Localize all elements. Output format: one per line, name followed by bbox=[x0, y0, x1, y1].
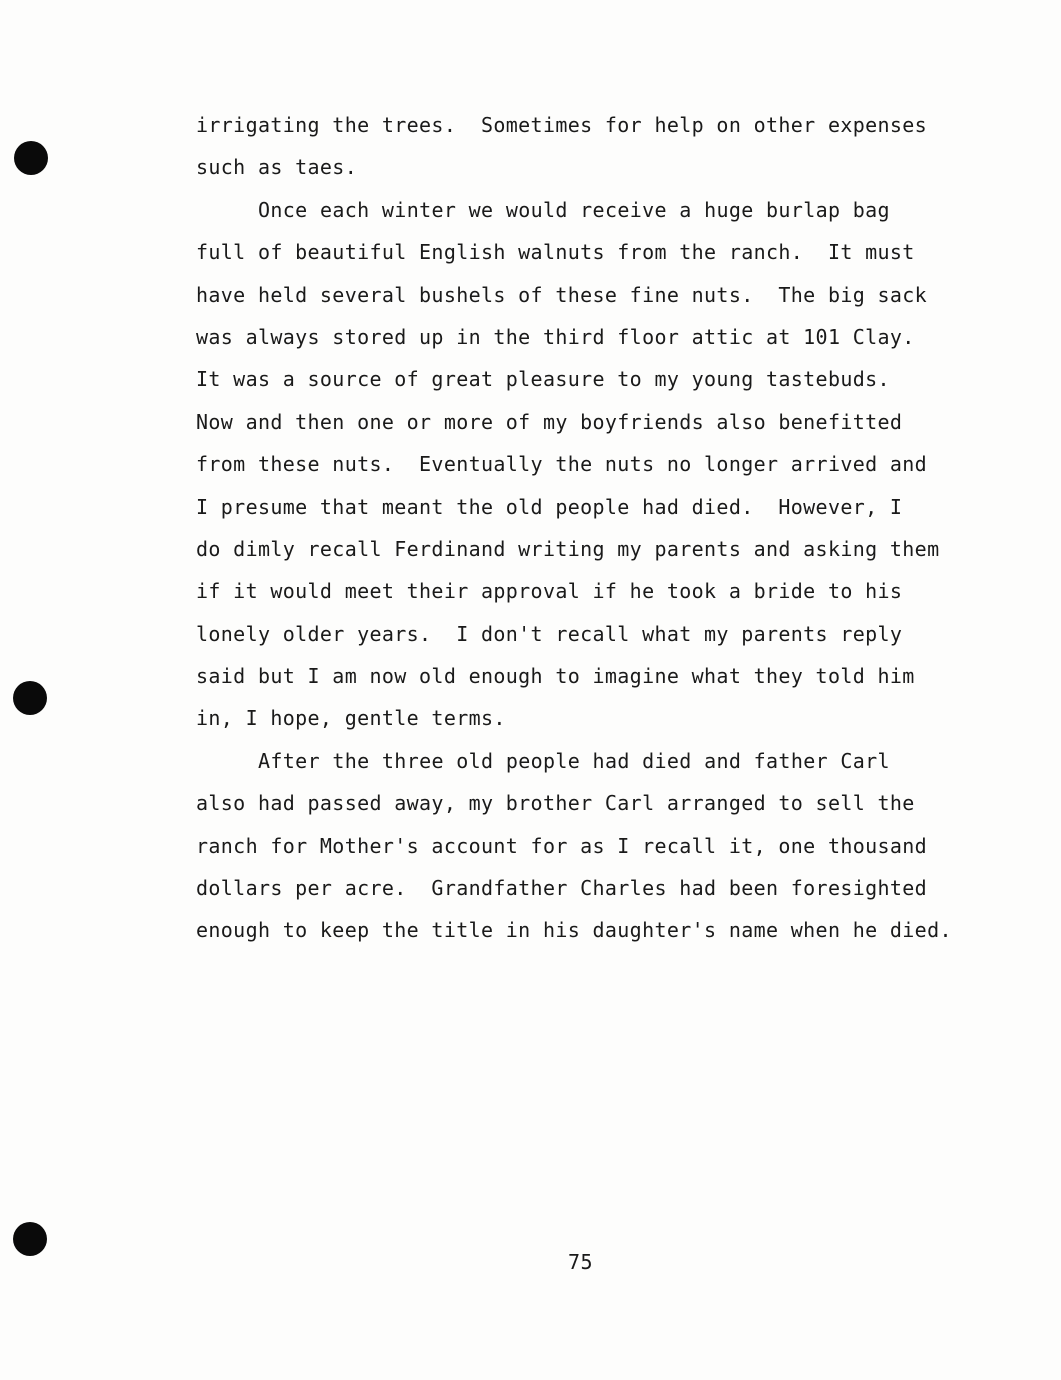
punch-hole-top bbox=[14, 141, 48, 175]
text-line: said but I am now old enough to imagine what they told him bbox=[196, 664, 915, 689]
text-line: lonely older years. I don't recall what my parents reply bbox=[196, 621, 903, 646]
text-line: enough to keep the title in his daughter's name when he died. bbox=[196, 918, 952, 943]
text-line: It was a source of great pleasure to my young tastebuds. bbox=[196, 367, 890, 392]
text-line: dollars per acre. Grandfather Charles had been foresighted bbox=[196, 876, 928, 901]
text-line: Now and then one or more of my boyfriends also benefitted bbox=[196, 409, 903, 434]
text-line: from these nuts. Eventually the nuts no longer arrived and bbox=[196, 452, 928, 477]
paragraph-start-line: After the three old people had died and father Carl bbox=[258, 748, 890, 773]
body-text bbox=[196, 104, 996, 952]
text-line: in, I hope, gentle terms. bbox=[196, 706, 506, 731]
paragraph-start-line: Once each winter we would receive a huge burlap bag bbox=[258, 197, 890, 222]
text-line: irrigating the trees. Sometimes for help on other expenses bbox=[196, 113, 928, 137]
punch-hole-middle bbox=[13, 681, 47, 715]
text-line: such as taes. bbox=[196, 155, 358, 180]
text-line: also had passed away, my brother Carl arranged to sell the bbox=[196, 791, 915, 816]
text-line: have held several bushels of these fine nuts. The big sack bbox=[196, 282, 928, 307]
text-line: ranch for Mother's account for as I recall it, one thousand bbox=[196, 833, 928, 858]
page-number: 75 bbox=[567, 1250, 594, 1274]
text-line: full of beautiful English walnuts from the ranch. It must bbox=[196, 240, 915, 265]
text-line: if it would meet their approval if he took a bride to his bbox=[196, 579, 903, 604]
text-line: was always stored up in the third floor attic at 101 Clay. bbox=[196, 324, 915, 349]
text-line: I presume that meant the old people had died. However, I bbox=[196, 494, 903, 519]
text-line: do dimly recall Ferdinand writing my parents and asking them bbox=[196, 536, 940, 561]
